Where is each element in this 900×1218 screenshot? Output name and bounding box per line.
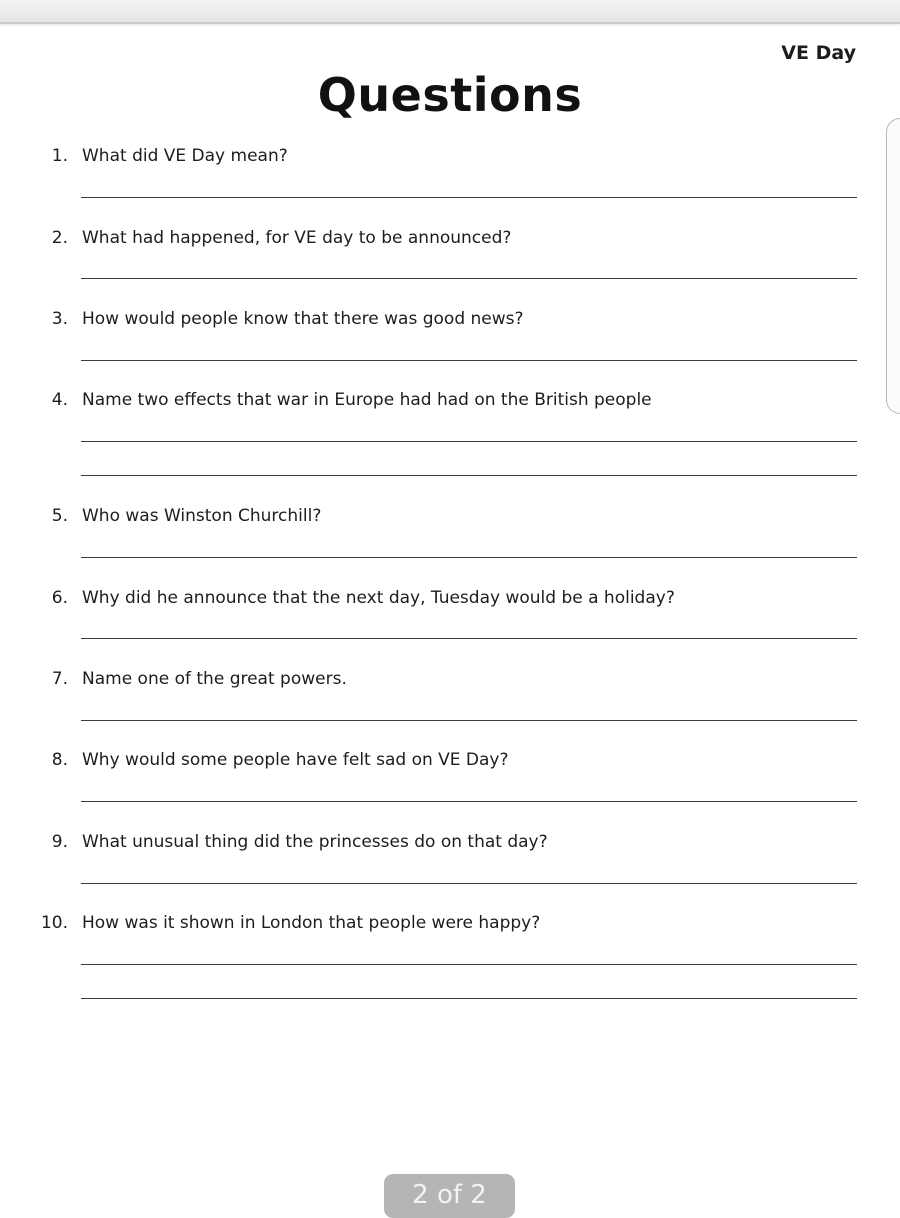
page-title: Questions (317, 68, 583, 122)
answer-line[interactable] (81, 557, 857, 558)
question-number: 5. (51, 506, 68, 526)
answer-line[interactable] (81, 720, 857, 721)
document-tag: VE Day (781, 42, 856, 64)
answer-line[interactable] (81, 475, 857, 476)
question-text: Who was Winston Churchill? (82, 506, 322, 526)
answer-line[interactable] (81, 801, 857, 802)
answer-line[interactable] (81, 197, 857, 198)
question-number: 1. (51, 146, 68, 166)
question-number: 9. (51, 832, 68, 852)
answer-line[interactable] (81, 964, 857, 965)
question-text: How would people know that there was good news? (82, 309, 524, 329)
answer-line[interactable] (81, 883, 857, 884)
question-text: Name two effects that war in Europe had had on the British people (82, 390, 652, 410)
question-text: Why would some people have felt sad on VE Day? (82, 750, 509, 770)
page-indicator-label: 2 of 2 (412, 1180, 487, 1210)
question-text: What had happened, for VE day to be announced? (82, 228, 512, 248)
question-text: What unusual thing did the princesses do on that day? (82, 832, 548, 852)
question-number: 2. (51, 228, 68, 248)
viewer-top-bar (0, 0, 900, 24)
answer-line[interactable] (81, 360, 857, 361)
answer-line[interactable] (81, 278, 857, 279)
question-number: 3. (51, 309, 68, 329)
question-text: Why did he announce that the next day, Tuesday would be a holiday? (82, 588, 675, 608)
question-text: What did VE Day mean? (82, 146, 288, 166)
question-number: 7. (51, 669, 68, 689)
question-number: 8. (51, 750, 68, 770)
question-number: 4. (51, 390, 68, 410)
question-text: Name one of the great powers. (82, 669, 347, 689)
question-number: 10. (40, 913, 68, 933)
answer-line[interactable] (81, 638, 857, 639)
page-indicator (384, 1174, 515, 1218)
question-number: 6. (51, 588, 68, 608)
answer-line[interactable] (81, 998, 857, 999)
answer-line[interactable] (81, 441, 857, 442)
question-text: How was it shown in London that people were happy? (82, 913, 541, 933)
scroll-handle[interactable] (886, 118, 900, 414)
